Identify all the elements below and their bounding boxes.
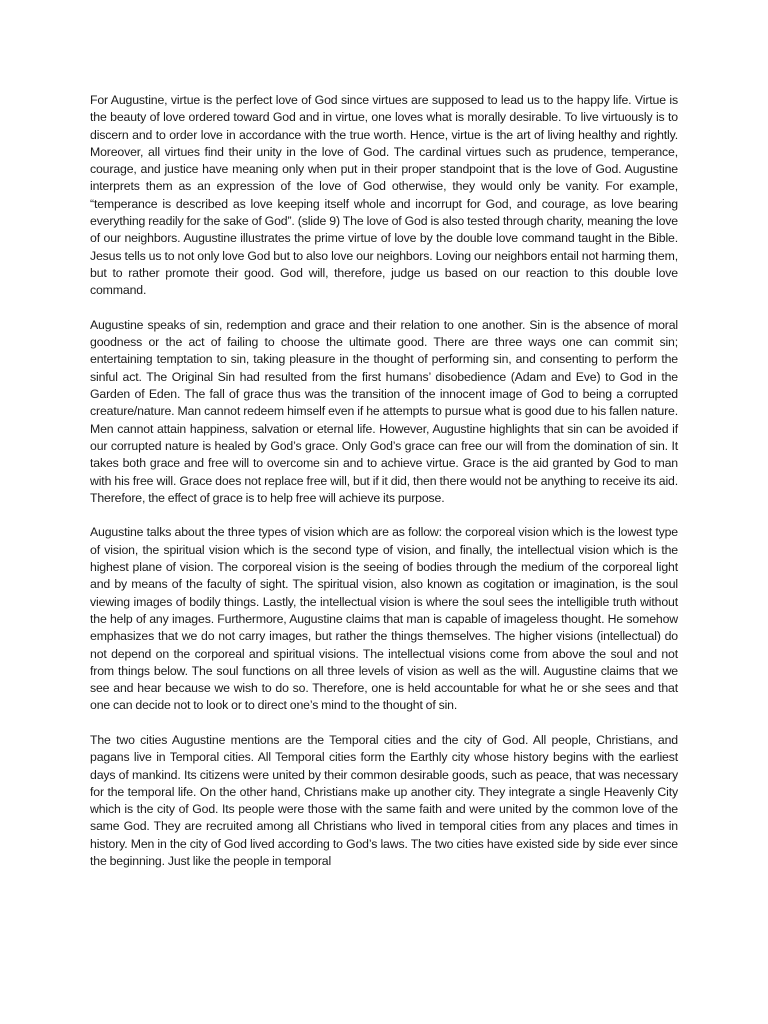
paragraph-two-cities: The two cities Augustine mentions are the Temporal cities and the city of God. All people, Christians, and pagans live in Temporal cities. All Temporal cities form the Earthly city whose history begins with the earliest days of mankind. Its citizens were united by their common desirable goods, such as peace, that was necessary for the temporal life. On the other hand, Christians make up another city. They integrate a single Heavenly City which is the city of God. Its people were those with the same faith and were united by the common love of the same God. They are recruited among all Christians who lived in temporal cities from any places and times in history. Men in the city of God lived according to God’s laws. The two cities have existed side by side ever since the beginning. Just like the people in temporal	[90, 732, 678, 869]
paragraph-sin-grace: Augustine speaks of sin, redemption and grace and their relation to one another. Sin is the absence of moral goodness or the act of failing to choose the ultimate good. There are three ways one can commit sin; entertaining temptation to sin, taking pleasure in the thought of performing sin, and consenting to perform the sinful act. The Original Sin had resulted from the first humans’ disobedience (Adam and Eve) to God in the Garden of Eden. The fall of grace thus was the transition of the innocent image of God to being a corrupted creature/nature. Man cannot redeem himself even if he attempts to pursue what is good due to his fallen nature. Men cannot attain happiness, salvation or eternal life. However, Augustine highlights that sin can be avoided if our corrupted nature is healed by God’s grace. Only God’s grace can free our will from the domination of sin. It takes both grace and free will to overcome sin and to achieve virtue. Grace is the aid granted by God to man with his free will. Grace does not replace free will, but if it did, then there would not be anything to receive its aid. Therefore, the effect of grace is to help free will achieve its purpose.	[90, 317, 678, 505]
paragraph-vision: Augustine talks about the three types of vision which are as follow: the corporeal vision which is the lowest type of vision, the spiritual vision which is the second type of vision, and finally, the intellectual vision which is the highest plane of vision. The corporeal vision is the seeing of bodies through the medium of the corporeal light and by means of the faculty of sight. The spiritual vision, also known as cogitation or imagination, is the soul viewing images of bodily things. Lastly, the intellectual vision is where the soul sees the intelligible truth without the help of any images. Furthermore, Augustine claims that man is capable of imageless thought. He somehow emphasizes that we do not carry images, but rather the things themselves. The higher visions (intellectual) do not depend on the corporeal and spiritual visions. The intellectual visions come from above the soul and not from things below. The soul functions on all three levels of vision as well as the will. Augustine claims that we see and hear because we wish to do so. Therefore, one is held accountable for what he or she sees and that one can decide not to look or to direct one’s mind to the thought of sin.	[90, 525, 678, 713]
document-page	[90, 92, 678, 888]
paragraph-virtue: For Augustine, virtue is the perfect love of God since virtues are supposed to lead us to the happy life. Virtue is the beauty of love ordered toward God and in virtue, one loves what is morally desirable. To live virtuously is to discern and to order love in accordance with the true worth. Hence, virtue is the art of living healthy and rightly. Moreover, all virtues find their unity in the love of God. The cardinal virtues such as prudence, temperance, courage, and justice have meaning only when put in their proper standpoint that is the love of God. Augustine interprets them as an expression of the love of God otherwise, they would only be vanity. For example, “temperance is described as love keeping itself whole and incorrupt for God, and courage, as love bearing everything readily for the sake of God”. (slide 9) The love of God is also tested through charity, meaning the love of our neighbors. Augustine illustrates the prime virtue of love by the double love command taught in the Bible. Jesus tells us to not only love God but to also love our neighbors. Loving our neighbors entail not harming them, but to rather promote their good. God will, therefore, judge us based on our reaction to this double love command.	[90, 93, 678, 298]
